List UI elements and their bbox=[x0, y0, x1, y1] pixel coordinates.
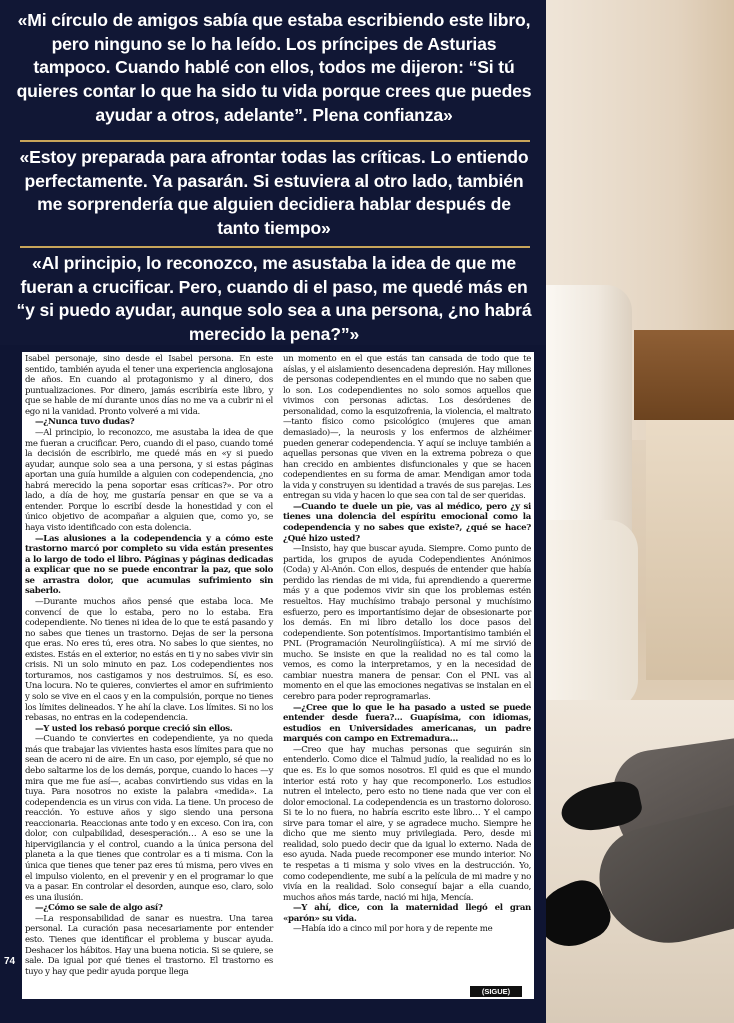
photo-cushion bbox=[546, 520, 638, 710]
pull-quote: «Estoy preparada para afrontar todas las críticas. Lo entiendo perfectamente. Ya pasarán. Si estuviera al otro lado, también me sorprendería que alguien decidiera hablar después de tanto tiempo» bbox=[19, 147, 529, 239]
interview-question: —Las alusiones a la codependencia y a cómo este trastorno marcó por completo su vida están presentes a lo largo de todo el libro. Páginas y páginas dedicadas a explicar que no se puede encontrar la paz, que solo se arrastra dolor, que acumulas sufrimiento sin saberlo. bbox=[25, 533, 273, 597]
pull-quotes-panel bbox=[0, 0, 546, 345]
gold-divider bbox=[20, 140, 530, 142]
interview-question: —¿Cree que lo que le ha pasado a usted se puede entender desde fuera?… Guapísima, con idiomas, estudios en Universidades americanas, un padre marqués con campo en Extremadura… bbox=[283, 702, 531, 745]
paragraph: —Insisto, hay que buscar ayuda. Siempre. Como punto de partida, los grupos de ayuda Codependientes Anónimos (Coda) y Al-Anón. Con ellos, después de entender que había perdido las riendas de mi vida, fui aprendiendo a quererme más y a que podemos vivir sin que los problemas estén resueltos. Hay muchísimo trabajo personal y muchísimo esfuerzo, pero es importantísimo dejar de obsesionarte por los demás. En mi libro detallo los doce pasos del codependiente. Son potentísimos. Importantísimo también el PNL (Programación Neurolingüística). A mí me sirvió de mucho. Se insiste en que la realidad no es tal como la vemos, es como la interpretamos, y en la necesidad de cambiar nuestra manera de pensar. Con el PNL vas al momento en el que las emociones negativas se instalan en el cerebro para poder reprogramarlas. bbox=[283, 544, 531, 702]
interview-question: —Y ahí, dice, con la maternidad llegó el gran «parón» su vida. bbox=[283, 903, 531, 924]
paragraph: —Creo que hay muchas personas que seguirán sin entenderlo. Como dice el Talmud judío, la realidad no es lo que es. Es lo que somos nosotros. El quid es que el mundo interior está roto y hay que recomponerlo. Los estudios nutren el intelecto, pero esto no tiene nada que ver con el dolor emocional. La codependencia es un trastorno doloroso. Si te lo no fuera, no habría escrito este libro… Y el campo sirve para tomar el aire, y se agradece mucho. Siempre he dicho que me siento muy privilegiada. Pero, desde mi realidad, solo puedo decir que da igual lo externo. Nada de eso ayuda. Nada puede recomponer ese mundo interior. No te respetas a ti misma y solo vives en la destrucción. Yo, como codependiente, me subí a la película de mi madre y no vivía en la realidad. Solo conseguí bajar a ella cuando, muchos años más tarde, nació mi hija, Mencía. bbox=[283, 744, 531, 903]
interview-question: —Cuando te duele un pie, vas al médico, pero ¿y si tienes una dolencia del espíritu emocional como la codependencia y no sabes que existe?, ¿qué se hace? ¿Qué hizo usted? bbox=[283, 501, 531, 544]
page-number: 74 bbox=[4, 956, 16, 967]
paragraph: —Cuando te conviertes en codependiente, ya no queda más que trabajar las vivientes hasta esos límites para que no sean de acero ni de aire. En un caso, por ejemplo, sé que no debo saltarme los de los demás, porque, cuando lo haces —y mira que me fue así—, acabas convirtiendo sus vidas en la tuya. Para nosotros no existe la palabra «medida». La codependencia es un virus con vida. La tiene. Un proceso de reacción. Yo estuve años y sigo siendo una persona reaccionaria. Reaccionas ante todo y en exceso. Con ira, con dolor, con culpabilidad, desesperación… A eso se une la hipervigilancia y el control, cuando a la única persona del planeta a la que tienes que controlar es a ti misma. Con la única que tienes que tener paz eres tú misma, pero vives en el impulso violento, en el prevenir y en el programar lo que va a pasar. En controlar el desorden, aunque eso, claro, solo es una ilusión. bbox=[25, 734, 273, 903]
article-column-right bbox=[283, 354, 531, 935]
pull-quote: «Al principio, lo reconozco, me asustaba la idea de que me fueran a crucificar. Pero, cuando di el paso, me quedé más en “y si puedo ayudar, aunque solo sea a una persona, ¿no habrá merecido la pena?”» bbox=[16, 253, 532, 345]
interview-question: —¿Cómo se sale de algo así? bbox=[35, 903, 163, 914]
article-body bbox=[22, 352, 534, 999]
interview-question: —¿Nunca tuvo dudas? bbox=[35, 417, 135, 428]
photo-furniture bbox=[634, 330, 734, 420]
interview-question: —Y usted los rebasó porque creció sin ellos. bbox=[35, 723, 233, 734]
background-photo bbox=[546, 0, 734, 1023]
paragraph: —La responsabilidad de sanar es nuestra. Una tarea personal. La curación pasa necesariamente por entender esto. Tienes que identificar el problema y buscar ayuda. Deshacer los hábitos. Hay una buena noticia. Si se quiere, se sale. Da igual por qué tienes el trastorno. El trastorno es tuyo y hay que pedir ayuda porque llega bbox=[25, 913, 273, 977]
paragraph: un momento en el que estás tan cansada de todo que te aíslas, y el aislamiento desencadena depresión. Hay millones de personas codependientes en el mundo que no saben que lo son. Los codependientes no solo somos aquellos que vivimos con personas adictas. Los desórdenes de personalidad, como la esquizofrenia, la violencia, el maltrato —tanto físico como psicológico (mujeres que aman demasiado)—, la neurosis y los enfermos de alzhéimer pueden generar codependencia. Y aquí se incluye también a aquellas personas que viven en la extrema pobreza o que han crecido en ambientes disfuncionales y que se hacen codependientes en su forma de amar. Mendigan amor toda la vida y construyen su identidad a través de sus parejas. Les entregan su vida y hacen lo que sea con tal de ser queridas. bbox=[283, 354, 531, 502]
continue-label: (SIGUE) bbox=[470, 986, 522, 997]
paragraph: —Había ido a cinco mil por hora y de repente me bbox=[293, 924, 493, 935]
photo-drawer bbox=[646, 420, 734, 680]
gold-divider bbox=[20, 246, 530, 248]
paragraph: —Al principio, lo reconozco, me asustaba la idea de que me fueran a crucificar. Pero, cuando di el paso, cuando tomé la decisión de escribirlo, me quedé más en «y si puedo ayudar, aunque solo sea a una persona, y si estas páginas aportan una guía humilde a alguien con codependencia, ¿no habrá merecido la pena soportar esas críticas?». Por otro lado, a día de hoy, me gustaría pensar en que se va a entender. Porque lo escribí desde la honestidad y con el único objetivo de acompañar a alguien que, como yo, se haya visto identificado con esta dolencia. bbox=[25, 427, 273, 533]
pull-quote: «Mi círculo de amigos sabía que estaba escribiendo este libro, pero ninguno se lo ha leído. Los príncipes de Asturias tampoco. Cuando hablé con ellos, todos me dijeron: “Si tú quieres contar lo que ha sido tu vida porque crees que puedes ayudar a otros, adelante”. Plena confianza» bbox=[16, 10, 532, 125]
article-column-left bbox=[25, 354, 273, 977]
paragraph: Isabel personaje, sino desde el Isabel persona. En este sentido, también ayuda el tener una experiencia anglosajona de años. En cuando al protagonismo y al dinero, dos puntualizaciones. Por dinero, jamás escribiría este libro, y que se hable de mí durante unos días no me va a cubrir ni el ego ni la vanidad. Pronto volveré a mi vida. bbox=[25, 354, 273, 417]
paragraph: —Durante muchos años pensé que estaba loca. Me convencí de que lo estaba, pero no lo estaba. Era codependiente. No tienes ni idea de lo que te está pasando y no sabes que tienes un trastorno. Dejas de ser la persona que eras. No eres tú, eres otra. No sabes lo que sientes, no existes. Estás en el exterior, no estás en ti y no sabes vivir sin crisis. Ni un solo minuto en paz. Los codependientes nos torturamos, nos castigamos y nos destruimos. Sí, es eso. Una locura. No te quieres, conviertes el amor en sufrimiento y solo se vive en el caos y en la compulsión, porque no tienes los límites delineados. Y he ahí la clave. Los límites. Si no los rebasas, no entras en la codependencia. bbox=[25, 596, 273, 724]
